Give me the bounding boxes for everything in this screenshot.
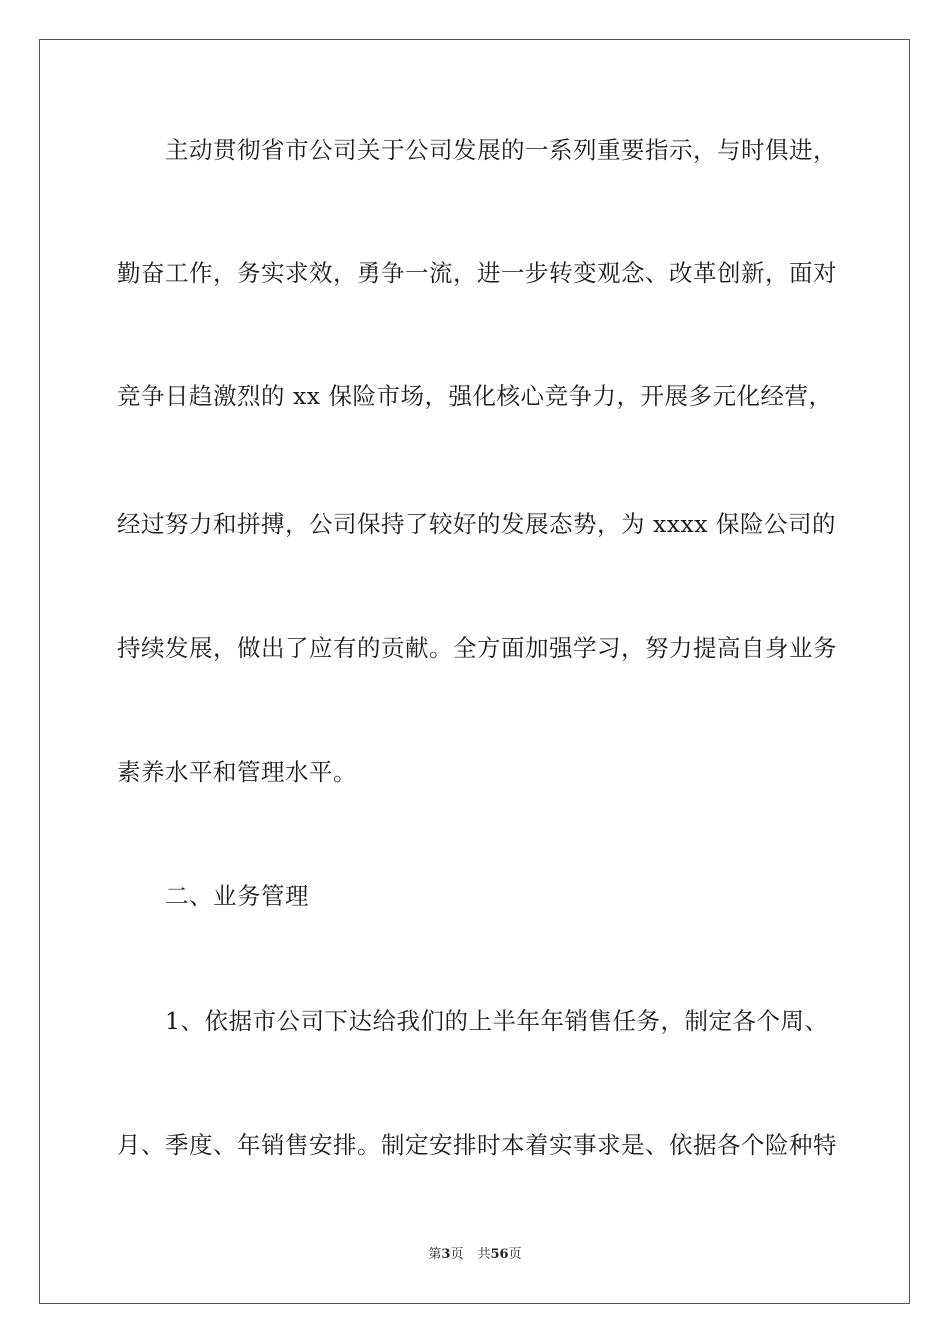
total-pages: 56 bbox=[490, 1247, 509, 1262]
paragraph-line-6: 素养水平和管理水平。 bbox=[117, 758, 357, 786]
page-prefix: 第 bbox=[428, 1247, 442, 1262]
paragraph-line-7: 1、依据市公司下达给我们的上半年年销售任务，制定各个周、 bbox=[165, 1007, 829, 1035]
total-prefix: 共 bbox=[477, 1247, 491, 1262]
paragraph-line-1: 主动贯彻省市公司关于公司发展的一系列重要指示，与时俱进， bbox=[165, 136, 837, 164]
page-footer bbox=[0, 1246, 950, 1264]
paragraph-line-2: 勤奋工作，务实求效，勇争一流，进一步转变观念、改革创新，面对 bbox=[117, 259, 837, 287]
paragraph-line-3: 竞争日趋激烈的 xx 保险市场，强化核心竞争力，开展多元化经营， bbox=[117, 382, 833, 410]
total-suffix: 页 bbox=[508, 1247, 522, 1262]
page-suffix: 页 bbox=[450, 1247, 464, 1262]
page-frame bbox=[39, 39, 910, 1304]
paragraph-line-4: 经过努力和拼搏，公司保持了较好的发展态势，为 xxxx 保险公司的 bbox=[117, 510, 836, 538]
page-number: 3 bbox=[441, 1247, 451, 1262]
paragraph-line-5: 持续发展，做出了应有的贡献。全方面加强学习，努力提高自身业务 bbox=[117, 634, 837, 662]
section-heading: 二、业务管理 bbox=[165, 882, 309, 910]
paragraph-line-8: 月、季度、年销售安排。制定安排时本着实事求是、依据各个险种特 bbox=[117, 1131, 837, 1159]
